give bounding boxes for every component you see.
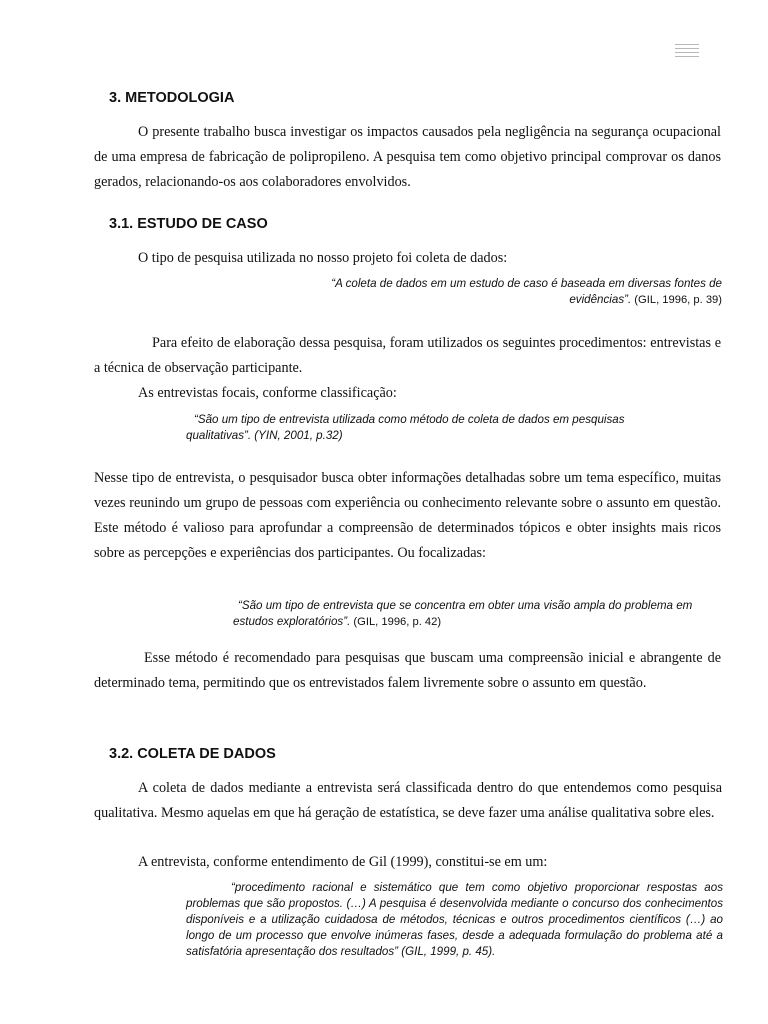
section-3-2-heading: 3.2. COLETA DE DADOS [109,746,276,762]
quote-text: “São um tipo de entrevista que se concentra em obter uma visão ampla do problema em estudos exploratórios”. [233,599,693,628]
quote-citation: (GIL, 1996, p. 39) [631,294,722,306]
quote-gil-1999: “procedimento racional e sistemático que tem como objetivo proporcionar respostas aos problemas que são propostos. (…) A pesquisa é desenvolvida mediante o concurso dos conhecimentos disponíveis e a utilização cuidadosa de métodos, técnicas e outros procedimentos científicos (…) ao longo de um processo que envolve inúmeras fases, desde a adequada formulação do problema até a satisfatória apresentação dos resultados” (GIL, 1999, p. 45). [186,881,723,958]
methodology-paragraph: O presente trabalho busca investigar os impactos causados pela negligência na segurança ocupacional de uma empresa de fabricação de polipropileno. A pesquisa tem como objetivo principal comprovar os danos gerados, relacionando-os aos colaboradores envolvidos. [94,124,721,190]
gil-sentence: A entrevista, conforme entendimento de Gil (1999), constitui-se em um: [138,854,548,870]
method-recommendation-paragraph: Esse método é recomendado para pesquisas que buscam uma compreensão inicial e abrangente de determinado tema, permitindo que os entrevistados falem livremente sobre o assunto em questão. [94,650,721,691]
section-3-heading: 3. METODOLOGIA [109,90,235,106]
institution-logo [675,44,699,64]
procedures-paragraph: Para efeito de elaboração dessa pesquisa, foram utilizados os seguintes procedimentos: entrevistas e a técnica de observação participante. [94,335,721,376]
quote-text: “A coleta de dados em um estudo de caso é baseada em diversas fontes de evidências”. [331,277,722,306]
data-collection-paragraph: A coleta de dados mediante a entrevista será classificada dentro do que entendemos como pesquisa qualitativa. Mesmo aquelas em que há geração de estatística, se deve fazer uma análise qualitativa sobre eles. [94,780,722,821]
quote-gil-1996-p42 [233,598,725,630]
quote-gil-1996-p39 [280,276,722,308]
section-3-1-heading: 3.1. ESTUDO DE CASO [109,216,268,232]
interview-description-paragraph: Nesse tipo de entrevista, o pesquisador busca obter informações detalhadas sobre um tema específico, muitas vezes reunindo um grupo de pessoas com experiência ou conhecimento relevante sobre o assunto em questão. Este método é valioso para aprofundar a compreensão de determinados tópicos e obter insights mais ricos sobre as percepções e experiências dos participantes. Ou focalizadas: [94,470,721,561]
research-type-sentence: O tipo de pesquisa utilizada no nosso projeto foi coleta de dados: [138,250,508,266]
quote-citation: (GIL, 1996, p. 42) [350,616,442,628]
quote-yin-2001: “São um tipo de entrevista utilizada como método de coleta de dados em pesquisas qualitativas”. (YIN, 2001, p.32) [186,413,625,442]
focus-interviews-sentence: As entrevistas focais, conforme classificação: [138,385,397,401]
